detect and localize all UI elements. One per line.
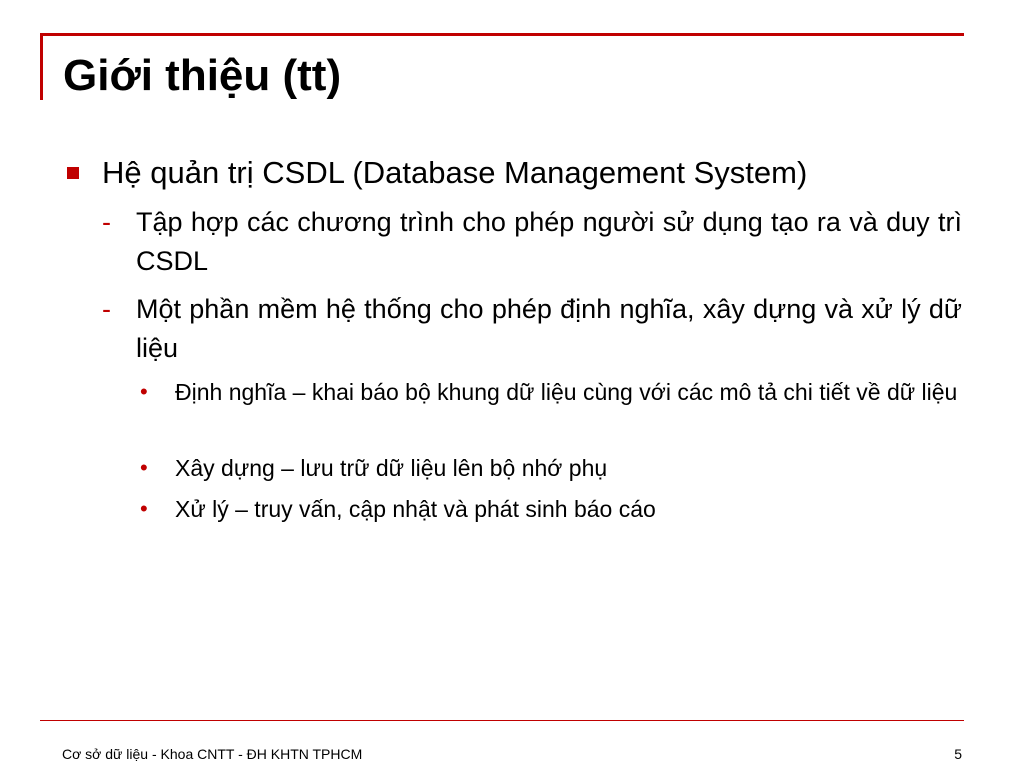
dash-bullet-icon: - (102, 207, 111, 237)
title-accent-line-top (40, 33, 964, 36)
detail-define: Định nghĩa – khai báo bộ khung dữ liệu cùng với các mô tả chi tiết về dữ liệu (175, 379, 958, 405)
dash-bullet-icon: - (102, 294, 111, 324)
title-accent-line-left (40, 33, 43, 100)
dot-bullet-icon: • (140, 379, 148, 404)
dot-bullet-icon: • (140, 496, 148, 521)
bullet-dbms: Hệ quản trị CSDL (Database Management System) (102, 155, 808, 190)
footer-caption: Cơ sở dữ liệu - Khoa CNTT - ĐH KHTN TPHCM (62, 746, 363, 762)
dot-bullet-icon: • (140, 455, 148, 480)
square-bullet-icon (67, 167, 79, 179)
detail-build: Xây dựng – lưu trữ dữ liệu lên bộ nhớ phụ (175, 455, 608, 481)
slide-title: Giới thiệu (tt) (63, 51, 342, 100)
detail-process: Xử lý – truy vấn, cập nhật và phát sinh báo cáo (175, 496, 656, 522)
subbullet-system-software: Một phần mềm hệ thống cho phép định nghĩa, xây dựng và xử lý dữ liệu (136, 294, 962, 363)
footer-divider (40, 720, 964, 721)
page-number: 5 (954, 746, 962, 762)
subbullet-program-set: Tập hợp các chương trình cho phép người sử dụng tạo ra và duy trì CSDL (136, 207, 962, 276)
